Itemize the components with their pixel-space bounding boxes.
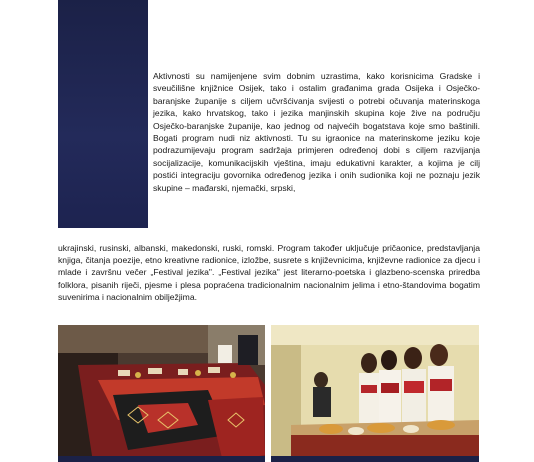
caption-bar	[58, 456, 265, 462]
continuation-paragraph: ukrajinski, rusinski, albanski, makedonski, ruski, romski. Program također uključuje pričaonice, predstavljanja knjiga, čitanja poezije, etno kreativne radionice, izložbe, susrete s književnicima, književne radionice za djecu i mlade i završnu večer „Festival jezika". „Festival jezika" jest literarno-poetska i glazbeno-scenska priredba folklora, pisanih riječi, pjesme i plesa popraćena tradicionalnim nacionalnim jelima i etno-štandovima bogatim suvenirima i nacionalnim obilježjima.	[58, 242, 480, 303]
decorative-navy-block	[58, 0, 148, 228]
article-text-column	[153, 70, 480, 194]
article-text-wide	[58, 233, 480, 312]
caption-bar	[271, 456, 479, 462]
intro-paragraph: Aktivnosti su namijenjene svim dobnim uzrastima, kako korisnicima Gradske i sveučilišne knjižnice Osijek, tako i ostalim građanima grada Osijeka i Osječko-baranjske županije s ciljem učvršćivanja svijesti o potrebi očuvanja materinskoga jezika, kako hrvatskog, tako i jezika manjinskih skupina koje žive na području Osječko-baranjske županije, kao jednog od najvećih bogatstava koje smo baštinili. Bogati program nudi niz aktivnosti. Tu su igraonice na materinskome jeziku koje podrazumijevaju program sadržaja primjeren određenoj dobi s ciljem razvijanja socijalizacije, komunikacijskih vještina, imaju edukativni karakter, a kojima je cilj postići integraciju govornika određenog jezika i onih sudionika koji ne poznaju jezik skupine – mađarski, njemački, srpski,	[153, 71, 480, 193]
photo-etno-stand	[58, 325, 265, 462]
photo-folk-costume-girls	[271, 325, 479, 462]
